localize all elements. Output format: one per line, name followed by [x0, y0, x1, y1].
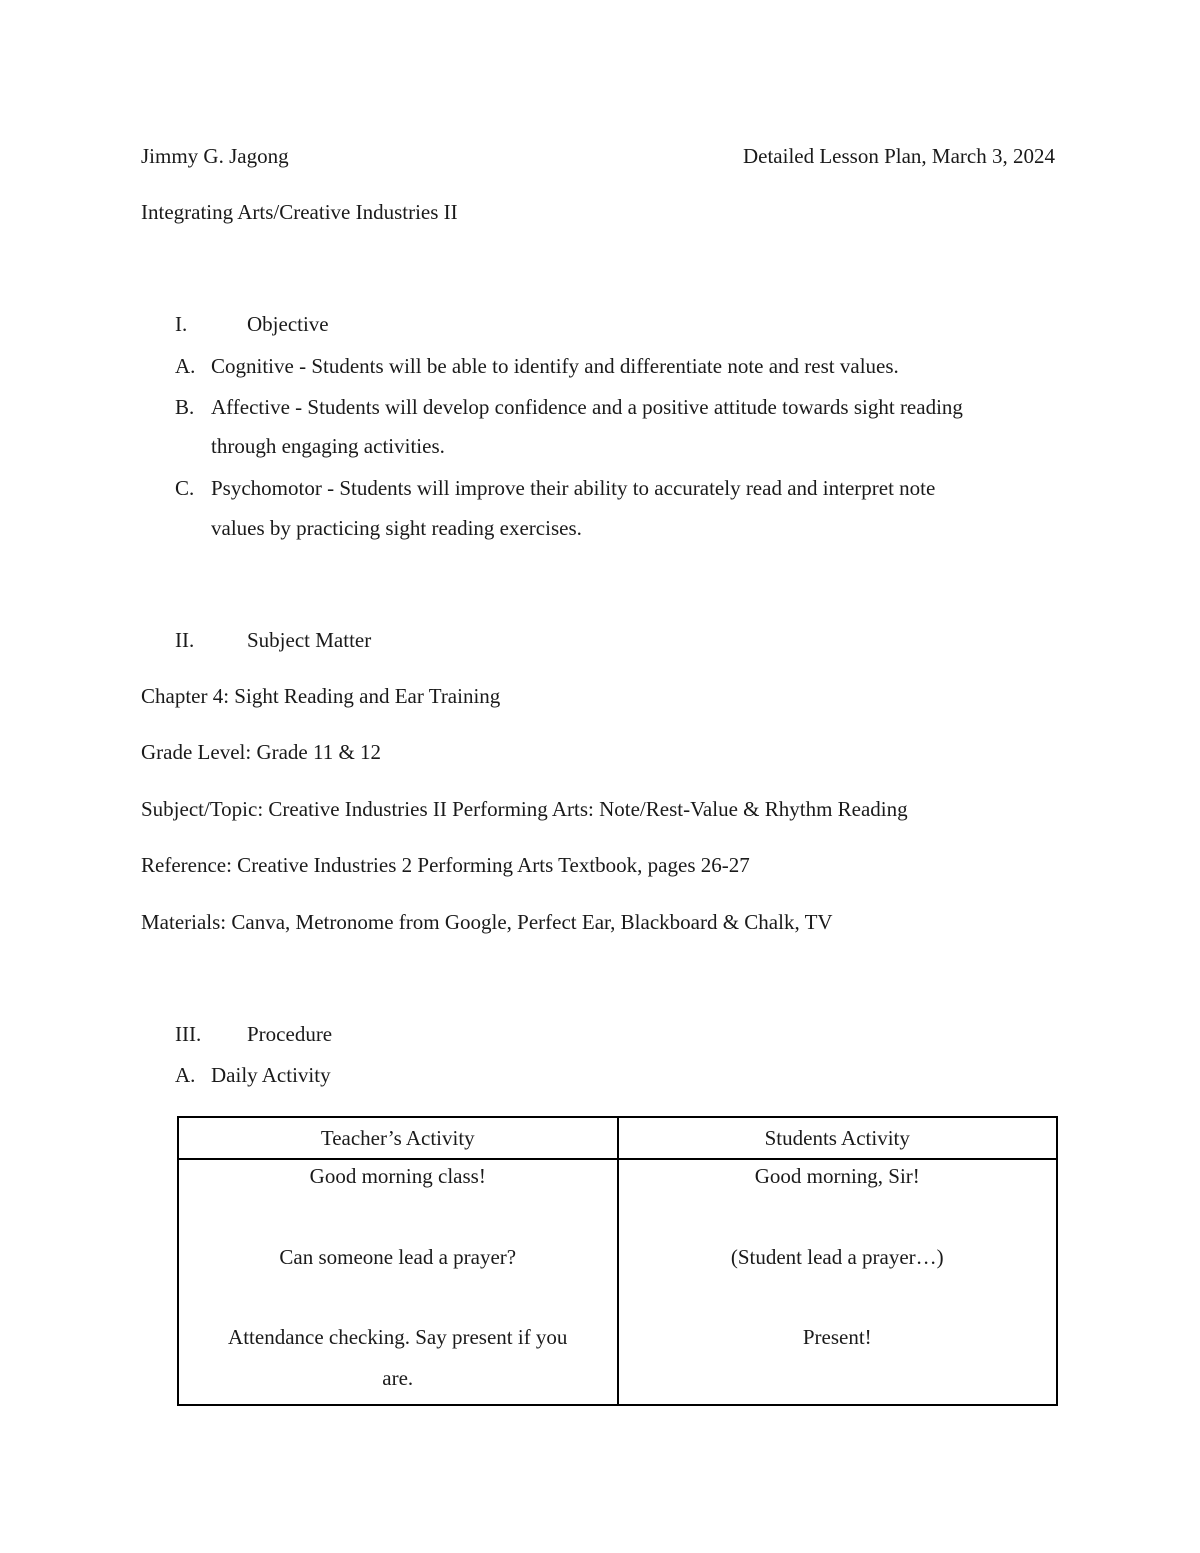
students-activity-cell	[618, 1159, 1058, 1405]
document-title: Detailed Lesson Plan, March 3, 2024	[742, 144, 1055, 168]
author-name: Jimmy G. Jagong	[141, 144, 289, 168]
section-numeral: III.	[175, 1022, 202, 1046]
teacher-activity-cell	[178, 1159, 618, 1405]
student-line: Present!	[802, 1325, 872, 1349]
list-marker: A.	[175, 1063, 196, 1087]
students-activity-header: Students Activity	[618, 1117, 1058, 1159]
teacher-line: Attendance checking. Say present if you	[228, 1325, 568, 1349]
daily-activity-table	[177, 1116, 1058, 1406]
grade-level-line: Grade Level: Grade 11 & 12	[141, 740, 382, 764]
course-title: Integrating Arts/Creative Industries II	[141, 200, 458, 224]
teacher-activity-header: Teacher’s Activity	[178, 1117, 618, 1159]
table-row	[178, 1159, 1057, 1405]
subject-topic-line: Subject/Topic: Creative Industries II Performing Arts: Note/Rest-Value & Rhythm Reading	[141, 797, 908, 821]
subsection-heading: Daily Activity	[211, 1063, 331, 1087]
section-heading: Procedure	[247, 1022, 333, 1046]
teacher-line: are.	[382, 1366, 414, 1390]
list-item-text: through engaging activities.	[211, 434, 445, 458]
section-heading: Subject Matter	[247, 628, 372, 652]
student-line: (Student lead a prayer…)	[730, 1245, 944, 1269]
table-header-row	[178, 1117, 1057, 1159]
student-line: Good morning, Sir!	[754, 1164, 920, 1188]
chapter-line: Chapter 4: Sight Reading and Ear Training	[141, 684, 501, 708]
section-numeral: I.	[175, 312, 188, 336]
list-marker: B.	[175, 395, 195, 419]
section-heading: Objective	[247, 312, 329, 336]
list-marker: C.	[175, 476, 195, 500]
section-numeral: II.	[175, 628, 195, 652]
reference-line: Reference: Creative Industries 2 Performing Arts Textbook, pages 26-27	[141, 853, 750, 877]
list-item-text: Affective - Students will develop confidence and a positive attitude towards sight reading	[211, 395, 963, 419]
materials-line: Materials: Canva, Metronome from Google, Perfect Ear, Blackboard & Chalk, TV	[141, 910, 833, 934]
list-marker: A.	[175, 354, 196, 378]
list-item-text: Cognitive - Students will be able to identify and differentiate note and rest values.	[211, 354, 899, 378]
list-item-text: values by practicing sight reading exercises.	[211, 516, 582, 540]
list-item-text: Psychomotor - Students will improve their ability to accurately read and interpret note	[211, 476, 936, 500]
teacher-line: Can someone lead a prayer?	[279, 1245, 517, 1269]
teacher-line: Good morning class!	[309, 1164, 486, 1188]
